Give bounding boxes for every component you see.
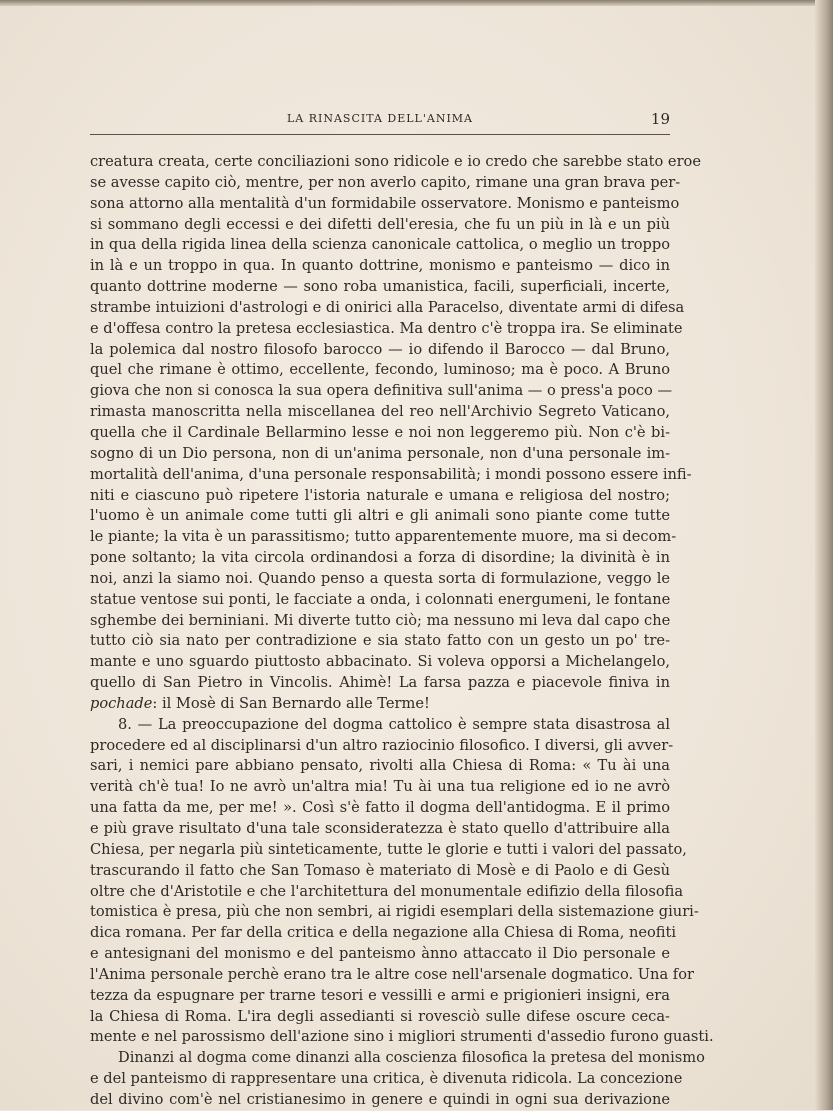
header-rule (90, 134, 670, 135)
text-line: rimasta manoscritta nella miscellanea del reo nell'Archivio Segreto Vaticano, (90, 403, 670, 421)
running-head (90, 110, 670, 132)
text-line: pone soltanto; la vita circola ordinandosi a forza di disordine; la divinità è in (90, 549, 670, 567)
text-line: in qua della rigida linea della scienza canonicale cattolica, o meglio un troppo (90, 236, 670, 254)
running-title: LA RINASCITA DELL'ANIMA (286, 112, 474, 125)
text-line: Dinanzi al dogma come dinanzi alla coscienza filosofica la pretesa del monismo (118, 1049, 705, 1067)
text-line: trascurando il fatto che San Tomaso è materiato di Mosè e di Paolo e di Gesù (90, 861, 670, 879)
text-line: sari, i nemici pare abbiano pensato, rivolti alla Chiesa di Roma: « Tu ài una (90, 757, 670, 775)
text-line: e del panteismo di rappresentare una critica, è divenuta ridicola. La concezione (90, 1070, 683, 1088)
paragraph-3 (90, 1048, 705, 1111)
book-spine-shadow (815, 0, 833, 1110)
text-line: mente e nel parossismo dell'azione sino i migliori strumenti d'assedio furono guasti. (90, 1028, 714, 1046)
text-line (90, 694, 670, 715)
text-line: quel che rimane è ottimo, eccellente, fecondo, luminoso; ma è poco. A Bruno (90, 361, 670, 379)
text-line: statue ventose sui ponti, le facciate a onda, i colonnati energumeni, le fontane (90, 590, 671, 608)
text-line: e d'offesa contro la pretesa ecclesiastica. Ma dentro c'è troppa ira. Se eliminate (90, 319, 683, 337)
text-line: la Chiesa di Roma. L'ira degli assedianti si rovesciò sulle difese oscure ceca- (90, 1007, 670, 1025)
text-line: 8. — La preoccupazione del dogma cattolico è sempre stata disastrosa al (118, 715, 670, 733)
paragraph-1 (90, 152, 701, 715)
text-line: giova che non si conosca la sua opera definitiva sull'anima — o press'a poco — (90, 382, 673, 400)
text-line: creatura creata, certe conciliazioni sono ridicole e io credo che sarebbe stato eroe (90, 153, 701, 170)
text-line: una fatta da me, per me! ». Così s'è fatto il dogma dell'antidogma. E il primo (90, 799, 670, 817)
text-line: Chiesa, per negarla più sinteticamente, tutte le glorie e tutti i valori del passato, (90, 840, 687, 858)
text-line: se avesse capito ciò, mentre, per non averlo capito, rimane una gran brava per- (90, 173, 681, 191)
paragraph-2 (90, 715, 714, 1049)
text-line: si sommano degli eccessi e dei difetti dell'eresia, che fu un più in là e un più (90, 215, 670, 233)
text-line: le piante; la vita è un parassitismo; tutto apparentemente muore, ma si decom- (90, 528, 677, 546)
text-line: del divino com'è nel cristianesimo in genere e quindi in ogni sua derivazione (90, 1090, 670, 1108)
text-line: quanto dottrine moderne — sono roba umanistica, facili, superficiali, incerte, (90, 278, 670, 296)
text-line: quello di San Pietro in Vincolis. Ahimè! La farsa pazza e piacevole finiva in (90, 674, 670, 692)
text-line: l'Anima personale perchè erano tra le altre cose nell'arsenale dogmatico. Una for (90, 965, 694, 983)
text-line: tezza da espugnare per trarne tesori e vessilli e armi e prigionieri insigni, era (90, 986, 670, 1004)
text-line: verità ch'è tua! Io ne avrò un'altra mia! Tu ài una tua religione ed io ne avrò (90, 778, 670, 796)
text-line: procedere ed al disciplinarsi d'un altro raziocinio filosofico. I diversi, gli avver- (90, 736, 674, 754)
text-line: quella che il Cardinale Bellarmino lesse e noi non leggeremo più. Non c'è bi- (90, 423, 670, 441)
text-line: la polemica dal nostro filosofo barocco — io difendo il Barocco — dal Bruno, (90, 340, 670, 358)
text-line: tomistica è presa, più che non sembri, ai rigidi esemplari della sistemazione giuri- (90, 903, 699, 921)
text-line-rest: : il Mosè di San Bernardo alle Terme! (152, 694, 430, 712)
body-text (90, 152, 714, 1111)
text-line: oltre che d'Aristotile e che l'architettura del monumentale edifizio della filosofia (90, 882, 684, 900)
page-number: 19 (650, 110, 670, 128)
text-line: dica romana. Per far della critica e della negazione alla Chiesa di Roma, neofiti (90, 924, 677, 942)
text-line: sogno di un Dio persona, non di un'anima personale, non d'una personale im- (90, 444, 670, 462)
page-top-edge (0, 0, 833, 6)
text-line: sona attorno alla mentalità d'un formidabile osservatore. Monismo e panteismo (90, 194, 680, 212)
text-line: mortalità dell'anima, d'una personale responsabilità; i mondi possono essere infi- (90, 465, 692, 483)
text-line: noi, anzi la siamo noi. Quando penso a questa sorta di formulazione, veggo le (90, 569, 670, 587)
text-line: l'uomo è un animale come tutti gli altri e gli animali sono piante come tutte (90, 507, 670, 525)
text-line: sghembe dei berniniani. Mi diverte tutto ciò; ma nessuno mi leva dal capo che (90, 611, 671, 629)
text-line: niti e ciascuno può ripetere l'istoria naturale e umana e religiosa del nostro; (90, 486, 670, 504)
italic-word: pochade (90, 694, 153, 712)
text-line: e più grave risultato d'una tale sconsideratezza è stato quello d'attribuire alla (90, 820, 670, 837)
text-line: mante e uno sguardo piuttosto abbacinato. Si voleva opporsi a Michelangelo, (90, 653, 670, 671)
text-line: tutto ciò sia nato per contradizione e sia stato fatto con un gesto un po' tre- (90, 632, 670, 650)
text-line: in là e un troppo in qua. In quanto dottrine, monismo e panteismo — dico in (90, 257, 670, 275)
text-line: e antesignani del monismo e del panteismo ànno attaccato il Dio personale e (90, 945, 670, 963)
text-line: strambe intuizioni d'astrologi e di onirici alla Paracelso, diventate armi di difesa (90, 298, 685, 316)
